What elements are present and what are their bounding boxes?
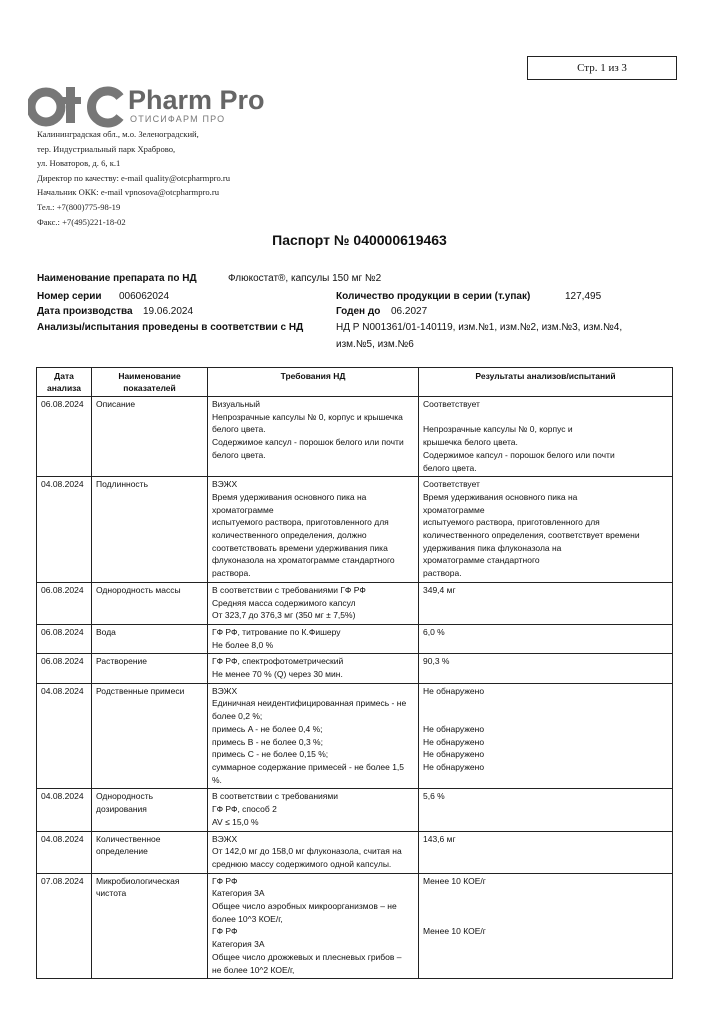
cell-result-line: 143,6 мг [423, 833, 456, 844]
cell-name-line: Описание [96, 399, 136, 409]
cell-result-line: Не обнаружено [423, 761, 485, 772]
cell-requirements [208, 477, 419, 583]
cell-requirements-line: Средняя масса содержимого капсул [212, 597, 356, 608]
cell-requirements-line: Непрозрачные капсулы № 0, корпус и крышечка [212, 411, 403, 422]
cell-result-line [423, 697, 668, 710]
cell-name-line: Микробиологическая [96, 875, 180, 886]
cell-requirements [208, 873, 419, 979]
cell-result [419, 683, 673, 789]
cell-result-line: удерживания пика флуконазола на [423, 542, 562, 553]
table-row [37, 873, 673, 979]
cell-result-line: хроматограмме стандартного [423, 555, 540, 566]
cell-name-line: чистота [96, 888, 127, 899]
cell-result-line: Непрозрачные капсулы № 0, корпус и [423, 424, 573, 435]
table-row [37, 683, 673, 789]
cell-date: 07.08.2024 [37, 873, 92, 979]
cell-result [419, 397, 673, 477]
cell-date: 04.08.2024 [37, 831, 92, 873]
cell-name [92, 831, 208, 873]
analysis-value-cont: изм.№5, изм.№6 [336, 339, 414, 350]
table-row [37, 397, 673, 477]
series-value: 006062024 [119, 291, 170, 302]
cell-requirements-line: ВЭЖХ [212, 685, 238, 696]
cell-requirements [208, 654, 419, 683]
cell-result-line: белого цвета. [423, 462, 477, 473]
cell-requirements-line: более 0,2 %; [212, 711, 263, 722]
header-name: Наименование показателей [92, 368, 208, 397]
cell-requirements-line: ГФ РФ [212, 875, 238, 886]
cell-requirements-line: соответствовать времени удерживания пика [212, 542, 388, 553]
cell-result-line: количественного определения, соответствует времени [423, 530, 640, 541]
cell-result-line [423, 887, 668, 900]
drug-label: Наименование препарата по НД [37, 273, 197, 284]
cell-date: 06.08.2024 [37, 654, 92, 683]
cell-requirements-line: Единичная неидентифицированная примесь - не [212, 698, 407, 709]
cell-requirements-line: %. [212, 774, 222, 785]
cell-requirements-line: среднюю массу содержимого одной капсулы. [212, 858, 392, 869]
cell-result-line: Не обнаружено [423, 736, 485, 747]
cell-name [92, 873, 208, 979]
cell-result [419, 582, 673, 624]
cell-result-line [423, 913, 668, 926]
cell-result-line: Менее 10 КОЕ/г [423, 926, 486, 937]
cell-requirements-line: хроматограмме [212, 504, 274, 515]
cell-requirements-line: примесь C - не более 0,15 %; [212, 749, 329, 760]
cell-result-line: Менее 10 КОЕ/г [423, 875, 486, 886]
cell-requirements-line: флуконазола на хроматограмме стандартного [212, 555, 395, 566]
cell-name-line: Однородность [96, 791, 154, 802]
cell-name [92, 654, 208, 683]
cell-result-line: 5,6 % [423, 791, 445, 802]
company-info-line: Начальник ОКК: e-mail vpnosova@otcpharmpro.ru [37, 187, 219, 198]
cell-requirements-line: Общее число дрожжевых и плесневых грибов – [212, 951, 402, 962]
cell-result-line [423, 900, 668, 913]
cell-requirements-line: Не более 8,0 % [212, 639, 274, 650]
cell-result-line [423, 710, 668, 723]
cell-requirements-line: ВЭЖХ [212, 479, 238, 490]
page-number: Стр. 1 из 3 [527, 56, 677, 80]
cell-requirements-line: Содержимое капсул - порошок белого или почти [212, 437, 404, 448]
cell-date: 04.08.2024 [37, 477, 92, 583]
cell-requirements-line: От 142,0 мг до 158,0 мг флуконазола, считая на [212, 846, 402, 857]
cell-result-line: Соответствует [423, 479, 480, 490]
cell-name-line: определение [96, 846, 148, 857]
cell-requirements [208, 624, 419, 653]
cell-result-line: Время удерживания основного пика на [423, 491, 578, 502]
cell-name-line: дозирования [96, 804, 147, 815]
company-info-line: Факс.: +7(495)221-18-02 [37, 216, 126, 227]
cell-requirements-line: Время удерживания основного пика на [212, 491, 367, 502]
table-header-row [37, 368, 673, 397]
cell-requirements-line: ВЭЖХ [212, 833, 238, 844]
table-row [37, 831, 673, 873]
company-info-line: Директор по качеству: e-mail quality@otcpharmpro.ru [37, 172, 231, 183]
cell-result [419, 477, 673, 583]
cell-result-line: 349,4 мг [423, 584, 456, 595]
valid-until-label: Годен до [336, 306, 381, 317]
cell-requirements-line: белого цвета. [212, 449, 266, 460]
cell-requirements-line: количественного определения, должно [212, 530, 367, 541]
cell-result-line: Не обнаружено [423, 723, 485, 734]
cell-result-line: хроматограмме [423, 504, 485, 515]
cell-name [92, 789, 208, 831]
quantity-label: Количество продукции в серии (т.упак) [336, 291, 531, 302]
cell-requirements-line: ГФ РФ, способ 2 [212, 804, 277, 815]
brand-subtitle: ОТИСИФАРМ ПРО [130, 114, 226, 124]
cell-requirements-line: От 323,7 до 376,3 мг (350 мг ± 7,5%) [212, 610, 356, 621]
analysis-value: НД Р N001361/01-140119, изм.№1, изм.№2, изм.№3, изм.№4, [336, 322, 623, 333]
header-date: Дата анализа [37, 368, 92, 397]
cell-requirements [208, 831, 419, 873]
cell-date: 06.08.2024 [37, 397, 92, 477]
cell-name-line: Вода [96, 626, 116, 637]
cell-result-line: Не обнаружено [423, 685, 485, 696]
company-logo [28, 83, 278, 133]
passport-title: Паспорт № 040000619463 [272, 232, 447, 248]
cell-result [419, 873, 673, 979]
analysis-label: Анализы/испытания проведены в соответствии с НД [37, 322, 304, 333]
cell-requirements-line: В соответствии с требованиями [212, 791, 338, 802]
table-row [37, 789, 673, 831]
cell-result-line: Соответствует [423, 399, 480, 409]
cell-requirements-line: Категория 3А [212, 888, 265, 899]
cell-date: 06.08.2024 [37, 624, 92, 653]
cell-name-line: Однородность массы [96, 584, 181, 595]
cell-name-line: Родственные примеси [96, 685, 185, 696]
cell-result-line: 90,3 % [423, 656, 450, 667]
valid-until-value: 06.2027 [391, 306, 428, 317]
cell-requirements-line: ГФ РФ, спектрофотометрический [212, 656, 344, 667]
cell-result-line: Не обнаружено [423, 749, 485, 760]
cell-result [419, 789, 673, 831]
cell-requirements-line: В соответствии с требованиями ГФ РФ [212, 584, 366, 595]
cell-result-line: раствора. [423, 568, 462, 579]
table-body [37, 397, 673, 979]
cell-requirements [208, 397, 419, 477]
cell-name-line: Количественное [96, 833, 161, 844]
company-info-line: ул. Новаторов, д. 6, к.1 [37, 158, 121, 169]
cell-requirements-line: суммарное содержание примесей - не более 1,5 [212, 761, 405, 772]
cell-requirements-line: белого цвета. [212, 424, 266, 435]
cell-requirements [208, 789, 419, 831]
cell-requirements-line: примесь B - не более 0,3 %; [212, 736, 323, 747]
cell-name [92, 477, 208, 583]
header-requirements: Требования НД [208, 368, 419, 397]
cell-requirements [208, 683, 419, 789]
cell-requirements-line: не более 10^2 КОЕ/г, [212, 964, 295, 975]
cell-date: 04.08.2024 [37, 789, 92, 831]
company-info-line: Тел.: +7(800)775-98-19 [37, 201, 121, 212]
cell-requirements-line: AV ≤ 15,0 % [212, 816, 259, 827]
table-row [37, 477, 673, 583]
cell-name-line: Подлинность [96, 479, 149, 490]
table-row [37, 582, 673, 624]
production-date-value: 19.06.2024 [143, 306, 194, 317]
production-date-label: Дата производства [37, 306, 133, 317]
cell-name [92, 624, 208, 653]
cell-requirements-line: Общее число аэробных микроорганизмов – не [212, 901, 397, 912]
header-results: Результаты анализов/испытаний [419, 368, 673, 397]
cell-requirements-line: Не менее 70 % (Q) через 30 мин. [212, 669, 343, 680]
cell-requirements-line: Визуальный [212, 399, 261, 409]
cell-requirements-line: испытуемого раствора, приготовленного для [212, 517, 389, 528]
company-info-line: Калининградская обл., м.о. Зеленоградский, [37, 129, 199, 139]
brand-name: Pharm Pro [128, 85, 265, 115]
results-table [36, 367, 673, 979]
table-row [37, 624, 673, 653]
cell-result [419, 624, 673, 653]
cell-requirements [208, 582, 419, 624]
series-label: Номер серии [37, 291, 102, 302]
cell-result-line: 6,0 % [423, 626, 445, 637]
cell-requirements-line: примесь A - не более 0,4 %; [212, 723, 323, 734]
otc-logo-icon [28, 83, 128, 129]
cell-requirements-line: ГФ РФ, титрование по К.Фишеру [212, 626, 341, 637]
table-row [37, 654, 673, 683]
company-info [37, 127, 230, 229]
drug-value: Флюкостат®, капсулы 150 мг №2 [228, 273, 382, 284]
cell-result-line [423, 411, 668, 424]
cell-result-line: испытуемого раствора, приготовленного для [423, 517, 600, 528]
cell-result [419, 831, 673, 873]
cell-requirements-line: Категория 3А [212, 939, 265, 950]
cell-name [92, 397, 208, 477]
cell-date: 06.08.2024 [37, 582, 92, 624]
cell-result-line: Содержимое капсул - порошок белого или почти [423, 449, 615, 460]
quantity-value: 127,495 [565, 291, 602, 302]
cell-name [92, 683, 208, 789]
cell-name-line: Растворение [96, 656, 148, 667]
cell-requirements-line: раствора. [212, 568, 251, 579]
cell-date: 04.08.2024 [37, 683, 92, 789]
cell-requirements-line: более 10^3 КОЕ/г, [212, 913, 283, 924]
cell-result-line: крышечка белого цвета. [423, 437, 518, 448]
cell-result [419, 654, 673, 683]
cell-requirements-line: ГФ РФ [212, 926, 238, 937]
cell-name [92, 582, 208, 624]
company-info-line: тер. Индустриальный парк Храброво, [37, 143, 176, 154]
